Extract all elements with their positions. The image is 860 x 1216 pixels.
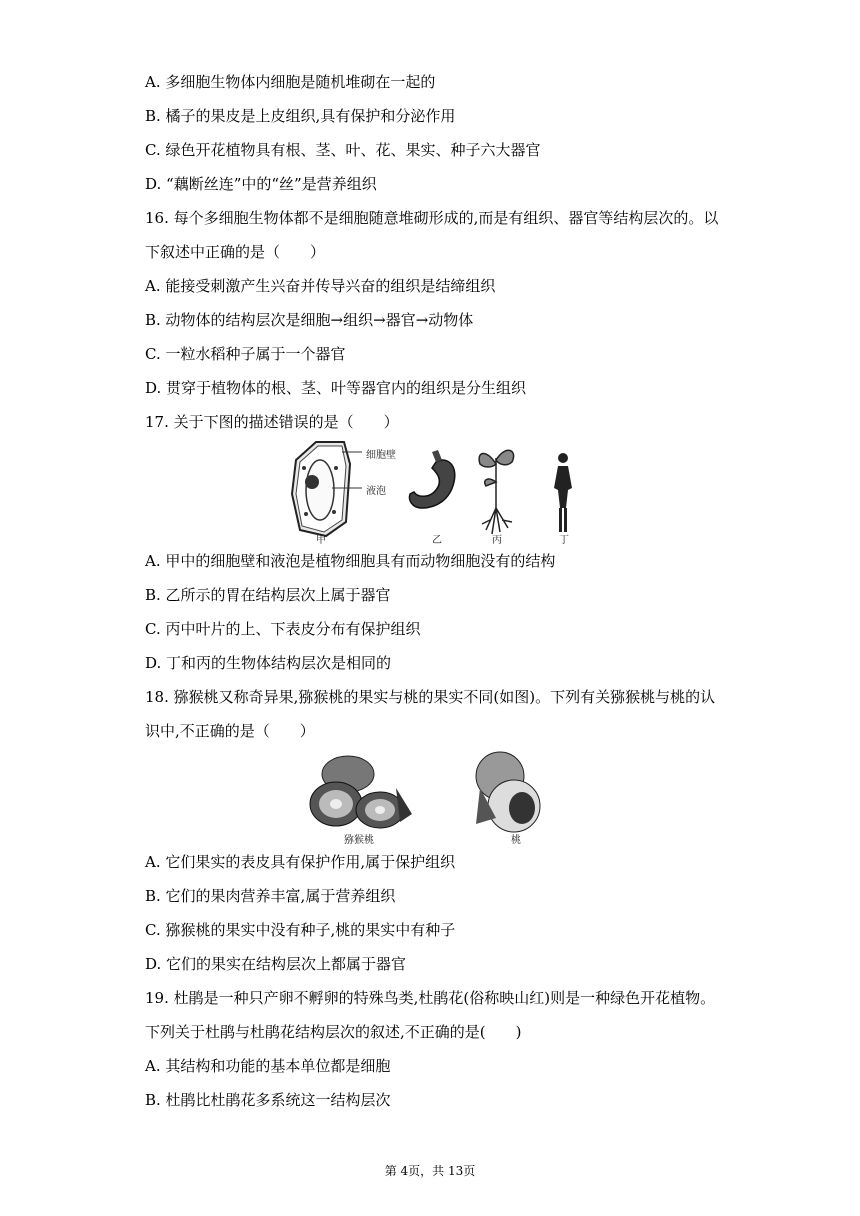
option-b: B. 乙所示的胃在结构层次上属于器官 <box>145 586 391 604</box>
option-d: D. “藕断丝连”中的“丝”是营养组织 <box>145 175 377 193</box>
question-16-stem: 16. 每个多细胞生物体都不是细胞随意堆砌形成的,而是有组织、器官等结构层次的。以 <box>145 209 719 227</box>
seedling-illustration <box>479 450 514 534</box>
caption-kiwi: 猕猴桃 <box>344 835 374 846</box>
option-c: C. 一粒水稻种子属于一个器官 <box>145 345 346 363</box>
option-c: C. 绿色开花植物具有根、茎、叶、花、果实、种子六大器官 <box>145 141 541 159</box>
label-cell-wall: 细胞壁 <box>366 450 396 461</box>
option-a: A. 其结构和功能的基本单位都是细胞 <box>145 1057 391 1075</box>
figure-17-drawing <box>286 438 586 544</box>
option-b: B. 它们的果肉营养丰富,属于营养组织 <box>145 887 396 905</box>
page-footer: 第 4页，共 13页 <box>384 1164 476 1178</box>
option-d: D. 贯穿于植物体的根、茎、叶等器官内的组织是分生组织 <box>145 379 527 397</box>
plant-cell-illustration <box>292 442 362 536</box>
option-b: B. 杜鹃比杜鹃花多系统这一结构层次 <box>145 1091 391 1109</box>
caption-peach: 桃 <box>511 835 521 846</box>
question-19-stem: 19. 杜鹃是一种只产卵不孵卵的特殊鸟类,杜鹃花(俗称映山红)则是一种绿色开花植物。 <box>145 989 716 1007</box>
option-b: B. 橘子的果皮是上皮组织,具有保护和分泌作用 <box>145 107 456 125</box>
option-b: B. 动物体的结构层次是细胞→组织→器官→动物体 <box>145 311 474 329</box>
question-18-stem-cont: 识中,不正确的是（ ） <box>145 722 315 740</box>
question-19-stem-cont: 下列关于杜鹃与杜鹃花结构层次的叙述,不正确的是( ) <box>145 1023 522 1041</box>
option-d: D. 丁和丙的生物体结构层次是相同的 <box>145 654 392 672</box>
option-c: C. 丙中叶片的上、下表皮分布有保护组织 <box>145 620 421 638</box>
figure-17 <box>286 438 586 544</box>
human-figure-illustration <box>554 453 572 532</box>
option-a: A. 多细胞生物体内细胞是随机堆砌在一起的 <box>145 73 436 91</box>
question-17-stem: 17. 关于下图的描述错误的是（ ） <box>145 413 399 431</box>
option-a: A. 甲中的细胞壁和液泡是植物细胞具有而动物细胞没有的结构 <box>145 552 556 570</box>
caption-jia: 甲 <box>316 535 326 546</box>
option-a: A. 它们果实的表皮具有保护作用,属于保护组织 <box>145 853 456 871</box>
question-18-stem: 18. 猕猴桃又称奇异果,猕猴桃的果实与桃的果实不同(如图)。下列有关猕猴桃与桃的认 <box>145 688 716 706</box>
label-vacuole: 液泡 <box>366 486 386 497</box>
peach-illustration <box>476 752 540 832</box>
option-a: A. 能接受刺激产生兴奋并传导兴奋的组织是结缔组织 <box>145 277 496 295</box>
option-c: C. 猕猴桃的果实中没有种子,桃的果实中有种子 <box>145 921 456 939</box>
caption-yi: 乙 <box>432 535 442 546</box>
option-d: D. 它们的果实在结构层次上都属于器官 <box>145 955 407 973</box>
figure-18-drawing <box>300 748 570 846</box>
stomach-illustration <box>410 450 455 508</box>
caption-bing: 丙 <box>492 535 502 546</box>
caption-ding: 丁 <box>559 535 569 546</box>
question-16-stem-cont: 下叙述中正确的是（ ） <box>145 243 326 261</box>
figure-18 <box>300 748 570 846</box>
kiwi-illustration <box>310 756 412 828</box>
